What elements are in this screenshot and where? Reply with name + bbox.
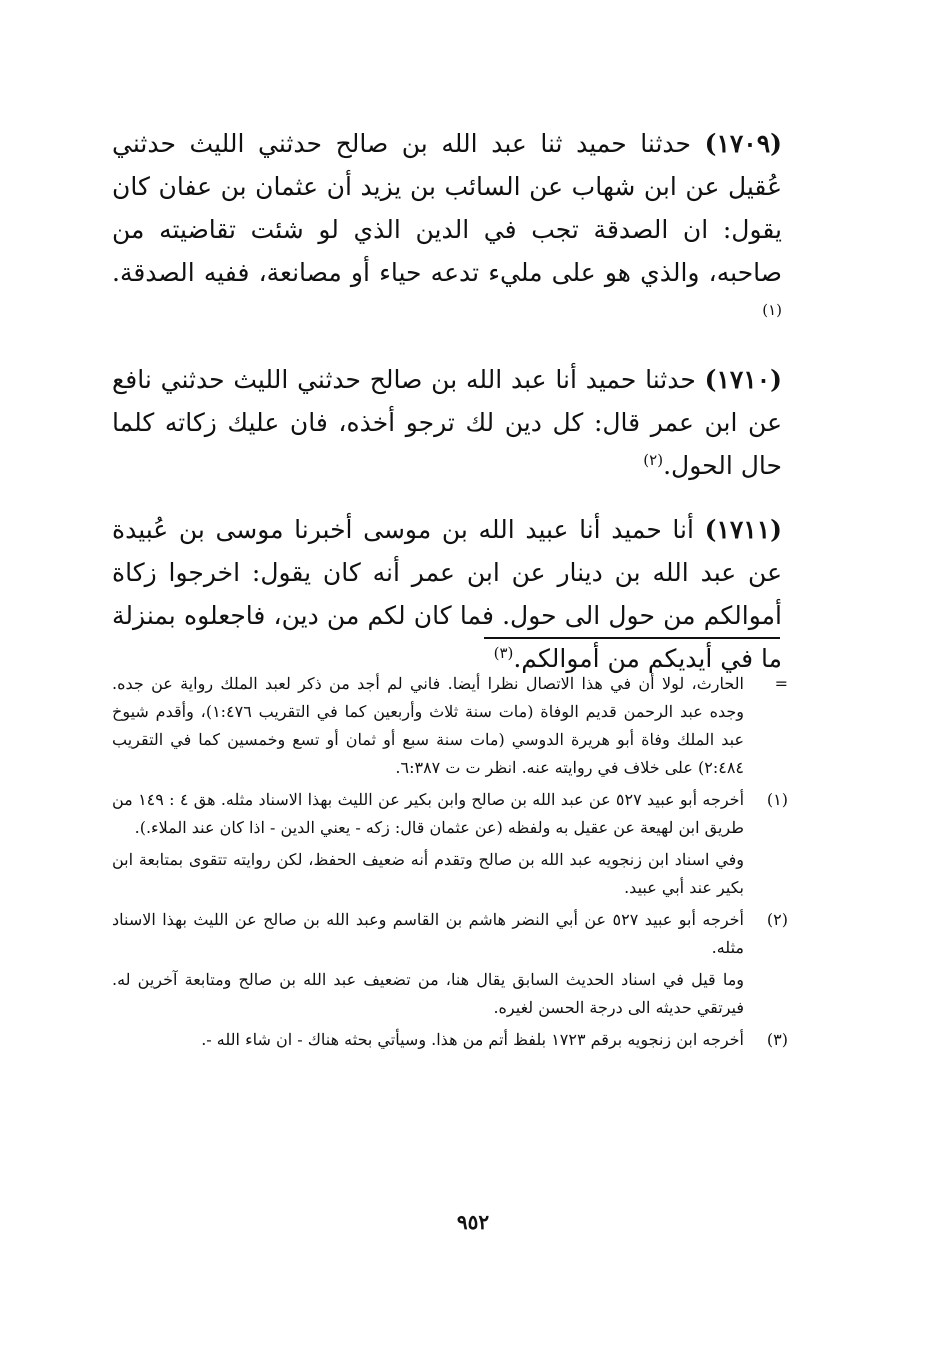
footnote-separator: [484, 637, 780, 639]
footnote-paragraph: أخرجه أبو عبيد ٥٢٧ عن أبي النضر هاشم بن القاسم وعبد الله بن صالح عن الليث بهذا الاسناد مثله.: [112, 910, 744, 957]
hadith-number: (١٧١١): [704, 515, 783, 544]
footnote-body: [112, 786, 744, 902]
footnote-paragraph: وفي اسناد ابن زنجويه عبد الله بن صالح وتقدم أنه ضعيف الحفظ، لكن روايته تتقوى بمتابعة ابن بكير عند أبي عبيد.: [112, 850, 744, 897]
footnote-mark: (٣): [766, 1030, 788, 1049]
hadith-1710: [112, 358, 782, 487]
footnote-3: [112, 1026, 788, 1054]
footnote-2: [112, 906, 788, 1022]
main-text: [112, 122, 782, 701]
footnote-paragraph: الحارث، لولا أن في هذا الاتصال نظرا أيضا. فاني لم أجد من ذكر لعبد الملك رواية عن جده. وجده عبد الرحمن قديم الوفاة (مات سنة ثلاث وأربعين كما في التقريب ١:٤٧٦)، وأقدم شيوخ عبد الملك وفاة أبو هريرة الدوسي (مات سنة سبع أو ثمان أو تسع وخمسين كما في التقريب ٢:٤٨٤) على خلاف في روايته عنه. انظر ت ت ٦:٣٨٧.: [112, 674, 744, 777]
footnote-continued: [112, 670, 788, 782]
hadith-number: (١٧١٠): [704, 365, 782, 394]
footnote-mark: =: [774, 674, 788, 693]
hadith-text: حدثنا حميد أنا عبد الله بن صالح حدثني الليث حدثني نافع عن ابن عمر قال: كل دين لك ترجو أخذه، فان عليك زكاته كلما حال الحول.: [112, 365, 782, 480]
hadith-1711: [112, 508, 782, 680]
footnote-paragraph: أخرجه ابن زنجويه برقم ١٧٢٣ بلفظ أتم من هذا. وسيأتي بحثه هناك - ان شاء الله -.: [201, 1030, 744, 1049]
footnote-ref: (١): [762, 301, 782, 319]
hadith-number: (١٧٠٩): [704, 129, 782, 158]
page-number: ٩٥٢: [456, 1210, 490, 1234]
footnote-1: [112, 786, 788, 902]
footnote-mark: (٢): [766, 910, 788, 929]
footnote-body: [112, 1026, 744, 1054]
hadith-text: حدثنا حميد ثنا عبد الله بن صالح حدثني الليث حدثني عُقيل عن ابن شهاب عن السائب بن يزيد أن عثمان بن عفان كان يقول: ان الصدقة تجب في الدين الذي لو شئت تقاضيته من صاحبه، والذي هو على مليء تدعه حياء أو مصانعة، ففيه الصدقة.: [112, 129, 782, 287]
hadith-1709: [112, 122, 782, 337]
footnote-paragraph: وما قيل في اسناد الحديث السابق يقال هنا، من تضعيف عبد الله بن صالح ومتابعة آخرين له. فيرتقي حديثه الى درجة الحسن لغيره.: [112, 970, 744, 1017]
footnote-body: [112, 670, 744, 782]
footnote-ref: (٢): [643, 451, 664, 469]
hadith-text: أنا حميد أنا عبيد الله بن موسى أخبرنا موسى بن عُبيدة عن عبد الله بن دينار عن ابن عمر أنه كان يقول: اخرجوا زكاة أموالكم من حول الى حول. فما كان لكم من دين، فاجعلوه بمنزلة ما في أيديكم من أموالكم.: [112, 515, 782, 673]
footnotes: [112, 670, 788, 1058]
footnote-body: [112, 906, 744, 1022]
footnote-ref: (٣): [493, 644, 514, 662]
footnote-paragraph: أخرجه أبو عبيد ٥٢٧ عن عبد الله بن صالح وابن بكير عن الليث بهذا الاسناد مثله. هق ٤ : ١٤٩ من طريق ابن لهيعة عن عقيل به ولفظه (عن عثمان قال: زكه - يعني الدين - اذا كان عند الملاء.).: [112, 790, 745, 837]
footnote-mark: (١): [766, 790, 788, 809]
